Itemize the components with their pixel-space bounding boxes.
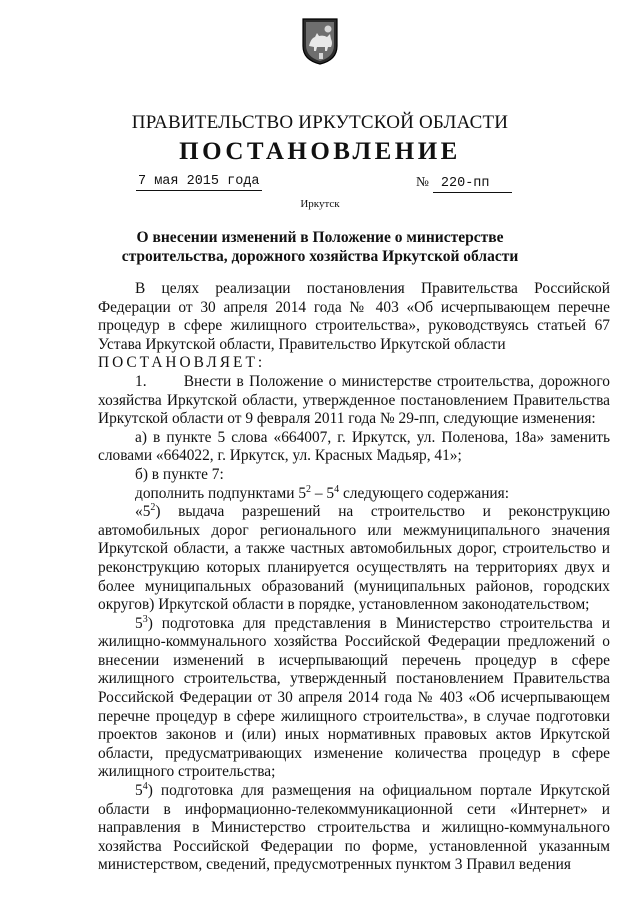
text-span: 5 — [135, 782, 143, 800]
superscript: 2 — [150, 502, 156, 513]
document-number: 220-пп — [433, 176, 512, 193]
text-span: ) подготовка для представления в Министерство строительства и жилищно-коммунального хозяйства Российской Федерации предложений о внесении изменений в исчерпывающий перечень процедур в сфере жилищного строительства, утвержденный постановлением Правительства Российской Федерации от 30 апреля 2014 года № 403 «Об исчерпывающем перечне процедур в сфере жилищного строительства», в случае подготовки проектов законов и (или) иных нормативных правовых актов Иркутской области, предусматривающих изменение количества процедур в сфере жилищного строительства; — [98, 614, 610, 781]
superscript: 4 — [142, 780, 148, 792]
text-span: ) подготовка для размещения на официальном портале Иркутской области в информационно-телекоммуникационной сети «Интернет» и направления в Министерство строительства и жилищно-коммунального хозяйства Российской Федерации по форме, установленной указанным министерством, сведений, предусмотренных пунктом 3 Правил ведения — [98, 782, 610, 874]
paragraph-add-subitems — [98, 485, 610, 504]
government-title: ПРАВИТЕЛЬСТВО ИРКУТСКОЙ ОБЛАСТИ — [131, 112, 509, 133]
text-span: следующего содержания: — [339, 484, 510, 502]
text-span: – 5 — [311, 484, 335, 502]
superscript: 4 — [334, 483, 340, 495]
preamble-paragraph: В целях реализации постановления Правительства Российской Федерации от 30 апреля 2014 года № 403 «Об исчерпывающем перечне процедур в сфере жилищного строительства», руководствуясь статьей 67 Устава Иркутской области, Правительство Иркутской области — [98, 280, 610, 353]
paragraph-b: б) в пункте 7: — [135, 465, 224, 483]
document-city: Иркутск — [300, 198, 340, 210]
number-sign: № — [416, 174, 429, 189]
paragraph-1: 1. Внести в Положение о министерстве строительства, дорожного хозяйства Иркутской области, утвержденное постановлением Правительства Иркутской области от 9 февраля 2011 года № 29-пп, следующие изменения: — [98, 372, 610, 428]
resolves-heading: ПОСТАНОВЛЯЕТ: — [98, 354, 266, 372]
document-date: 7 мая 2015 года — [138, 174, 260, 189]
document-number-field — [416, 174, 512, 191]
subitem-5-4 — [98, 782, 610, 875]
superscript: 3 — [142, 613, 148, 625]
text-span: 5 — [135, 614, 143, 632]
document-type-title: ПОСТАНОВЛЕНИЕ — [179, 138, 461, 165]
text-span: ) выдача разрешений на строительство и реконструкцию автомобильных дорог регионального или межмуниципального значения Иркутской области, а также частных автомобильных дорог, строительство и реконструкцию которых планируется осуществлять на территориях двух и более муниципальных образований (муниципальных районов, городских округов) Иркутской области в порядке, установленном законодательством; — [98, 503, 610, 614]
coat-of-arms-icon — [300, 16, 340, 66]
superscript: 2 — [306, 483, 312, 495]
document-body — [98, 280, 610, 875]
paragraph-a: а) в пункте 5 слова «664007, г. Иркутск, ул. Поленова, 18а» заменить словами «664022, г. Иркутск, ул. Красных Мадьяр, 41»; — [98, 428, 610, 465]
document-subject: О внесении изменений в Положение о министерстве строительства, дорожного хозяйства Иркутской области — [121, 229, 519, 265]
text-span: дополнить подпунктами 5 — [135, 484, 307, 502]
subitem-5-2 — [98, 503, 610, 615]
subitem-5-3 — [98, 615, 610, 782]
text-span: «5 — [135, 503, 151, 521]
